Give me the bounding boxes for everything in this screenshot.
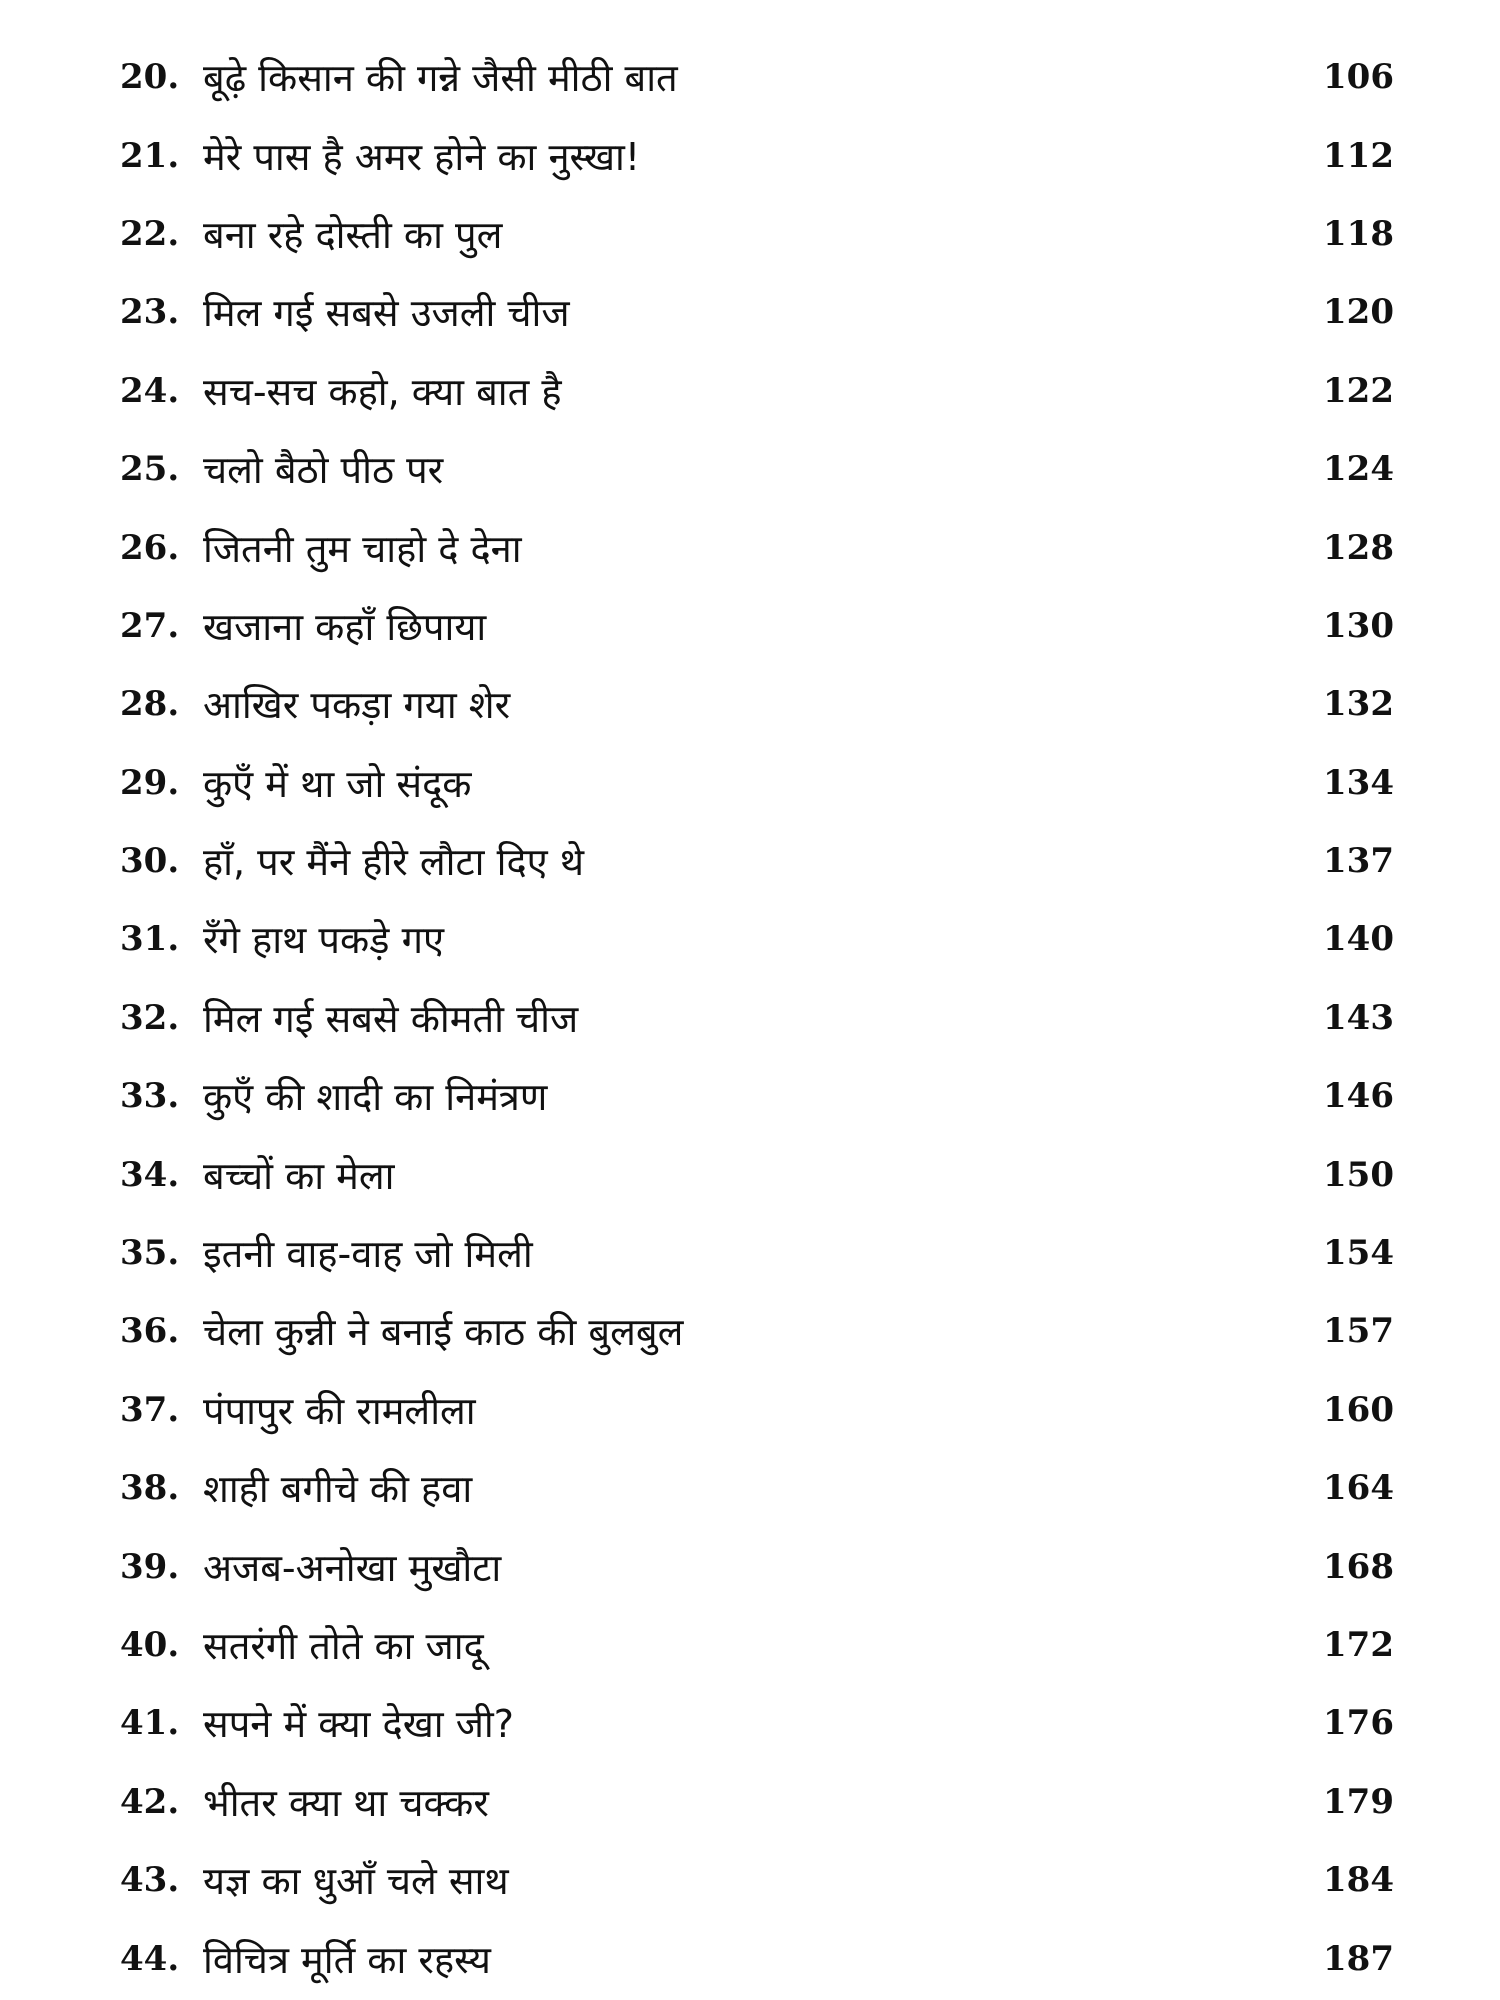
entry-title: अजब-अनोखा मुखौटा [203,1545,502,1590]
toc-entry [120,273,1400,351]
entry-title: पंपापुर की रामलीला [203,1388,476,1433]
toc-entry [120,1684,1400,1762]
entry-number: 44. [120,1938,180,1979]
entry-page-number: 179 [1323,1781,1394,1822]
toc-entry [120,979,1400,1057]
toc-entry [120,1449,1400,1527]
entry-number: 37. [120,1389,180,1430]
toc-entry [120,1371,1400,1449]
entry-page-number: 164 [1323,1468,1394,1509]
toc-entry [120,1135,1400,1213]
entry-page-number: 187 [1323,1938,1394,1979]
toc-entry [120,116,1400,194]
entry-page-number: 172 [1323,1625,1394,1665]
entry-number: 20. [120,57,180,98]
entry-number: 40. [120,1625,180,1665]
entry-page-number: 132 [1323,684,1394,725]
entry-page-number: 184 [1323,1860,1394,1901]
entry-title: चलो बैठो पीठ पर [203,448,444,493]
entry-number: 32. [120,997,180,1038]
entry-title: जितनी तुम चाहो दे देना [203,526,522,571]
entry-page-number: 176 [1323,1703,1394,1744]
entry-title: यज्ञ का धुआँ चले साथ [203,1859,509,1904]
entry-number: 28. [120,684,180,725]
entry-title: मिल गई सबसे कीमती चीज [203,996,579,1041]
toc-entry [120,1606,1400,1684]
entry-number: 34. [120,1154,180,1195]
entry-number: 42. [120,1781,180,1822]
entry-page-number: 140 [1323,919,1394,960]
entry-title: चेला कुन्नी ने बनाई काठ की बुलबुल [203,1310,684,1355]
toc-entry [120,1919,1400,1997]
entry-title: इतनी वाह-वाह जो मिली [203,1232,533,1277]
entry-number: 31. [120,919,180,960]
entry-title: मेरे पास है अमर होने का नुस्खा! [203,134,641,179]
entry-page-number: 137 [1323,841,1394,882]
entry-number: 35. [120,1233,180,1274]
entry-page-number: 150 [1323,1154,1394,1195]
entry-number: 23. [120,292,180,333]
entry-number: 30. [120,841,180,882]
toc-entry [120,1292,1400,1370]
entry-title: हाँ, पर मैंने हीरे लौटा दिए थे [203,840,584,885]
toc-entry [120,665,1400,743]
entry-page-number: 146 [1323,1076,1394,1117]
toc-entry [120,508,1400,586]
entry-page-number: 106 [1323,57,1394,98]
table-of-contents [120,38,1400,1998]
toc-entry [120,430,1400,508]
entry-page-number: 168 [1323,1546,1394,1587]
entry-title: सतरंगी तोते का जादू [203,1624,484,1668]
toc-entry [120,822,1400,900]
toc-entry [120,1527,1400,1605]
toc-entry [120,900,1400,978]
entry-title: विचित्र मूर्ति का रहस्य [203,1937,491,1982]
entry-number: 33. [120,1076,180,1117]
entry-page-number: 134 [1323,762,1394,803]
entry-page-number: 157 [1323,1311,1394,1352]
entry-title: कुएँ में था जो संदूक [203,761,472,806]
toc-entry [120,38,1400,116]
entry-page-number: 120 [1323,292,1394,333]
entry-page-number: 118 [1323,213,1394,254]
entry-page-number: 143 [1323,997,1394,1038]
entry-title: खजाना कहाँ छिपाया [203,604,487,649]
entry-number: 36. [120,1311,180,1352]
entry-number: 41. [120,1703,180,1744]
entry-title: सच-सच कहो, क्या बात है [203,369,562,414]
entry-number: 43. [120,1860,180,1901]
toc-entry [120,587,1400,665]
entry-title: कुएँ की शादी का निमंत्रण [203,1075,548,1120]
entry-number: 22. [120,213,180,254]
entry-title: मिल गई सबसे उजली चीज [203,291,570,336]
entry-title: भीतर क्या था चक्कर [203,1780,489,1825]
entry-number: 29. [120,762,180,803]
entry-page-number: 124 [1323,449,1394,490]
entry-title: बूढ़े किसान की गन्ने जैसी मीठी बात [203,56,678,101]
toc-entry [120,1057,1400,1135]
entry-page-number: 154 [1323,1233,1394,1274]
entry-title: शाही बगीचे की हवा [203,1467,473,1512]
entry-number: 38. [120,1468,180,1509]
toc-entry [120,352,1400,430]
toc-entry [120,1214,1400,1292]
entry-page-number: 130 [1323,605,1394,646]
toc-entry [120,1763,1400,1841]
toc-entry [120,744,1400,822]
entry-title: बच्चों का मेला [203,1153,395,1198]
entry-page-number: 160 [1323,1389,1394,1430]
entry-number: 27. [120,605,180,646]
entry-title: बना रहे दोस्ती का पुल [203,212,503,257]
entry-title: सपने में क्या देखा जी? [203,1702,514,1747]
entry-title: रँगे हाथ पकड़े गए [203,918,444,963]
toc-entry [120,1841,1400,1919]
entry-page-number: 112 [1323,135,1394,176]
entry-number: 25. [120,449,180,490]
entry-number: 24. [120,370,180,411]
entry-page-number: 128 [1323,527,1394,568]
entry-number: 26. [120,527,180,568]
entry-page-number: 122 [1323,370,1394,411]
toc-entry [120,195,1400,273]
entry-number: 39. [120,1546,180,1587]
entry-title: आखिर पकड़ा गया शेर [203,683,511,728]
entry-number: 21. [120,135,180,176]
